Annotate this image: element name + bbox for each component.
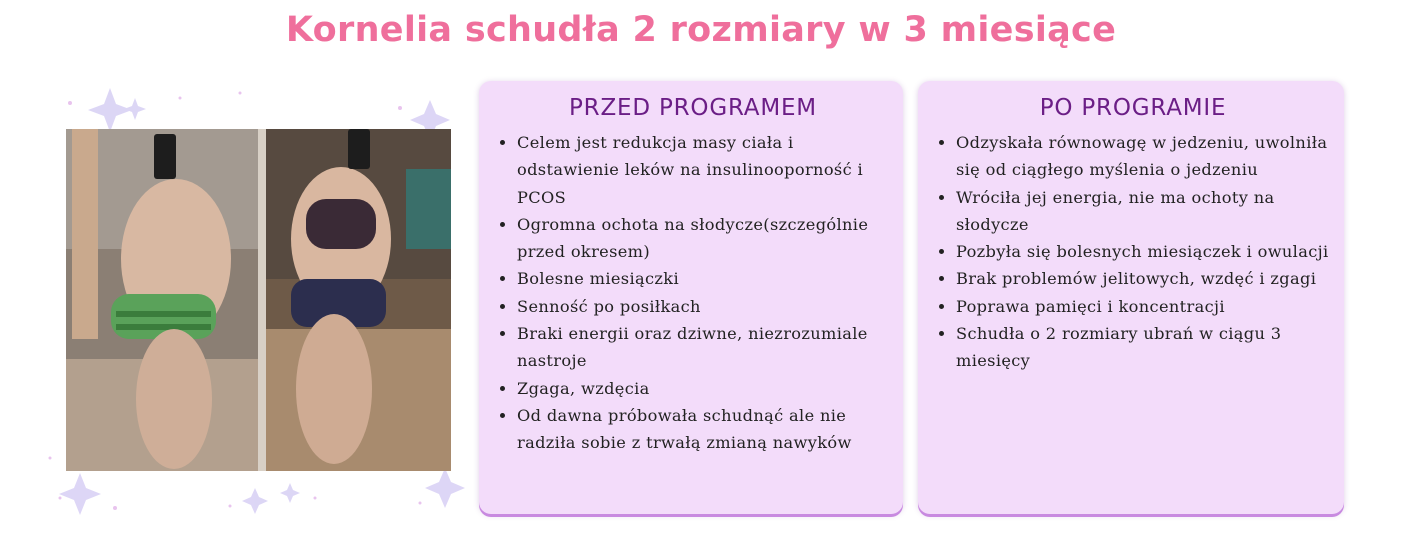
list-item: • Braki energii oraz dziwne, niezrozumiale nastroje xyxy=(517,320,889,375)
list-item: • Od dawna próbowała schudnąć ale nie radziła sobie z trwałą zmianą nawyków xyxy=(517,402,889,457)
list-item: • Senność po posiłkach xyxy=(517,293,889,320)
sparkle-icon xyxy=(88,88,132,132)
sparkle-icon xyxy=(59,473,101,515)
list-item: • Poprawa pamięci i koncentracji xyxy=(956,293,1330,320)
list-item: • Pozbyła się bolesnych miesiączek i owulacji xyxy=(956,238,1330,265)
before-program-heading: PRZED PROGRAMEM xyxy=(569,95,817,121)
sparkle-icon xyxy=(242,488,268,514)
page-title: Kornelia schudła 2 rozmiary w 3 miesiące xyxy=(285,10,1117,50)
before-program-card xyxy=(479,81,903,514)
list-item: • Odzyskała równowagę w jedzeniu, uwolniła się od ciągłego myślenia o jedzeniu xyxy=(956,129,1330,184)
list-item: • Wróciła jej energia, nie ma ochoty na słodycze xyxy=(956,184,1330,239)
after-program-heading: PO PROGRAMIE xyxy=(1039,95,1227,121)
list-item: • Brak problemów jelitowych, wzdęć i zgagi xyxy=(956,265,1330,292)
list-item: • Zgaga, wzdęcia xyxy=(517,375,889,402)
sparkle-icon xyxy=(425,468,465,508)
list-item: • Ogromna ochota na słodycze(szczególnie przed okresem) xyxy=(517,211,889,266)
sparkle-icon xyxy=(124,98,146,120)
after-program-card xyxy=(918,81,1344,514)
before-program-list xyxy=(497,129,889,457)
before-after-photo xyxy=(66,129,451,471)
list-item: • Bolesne miesiączki xyxy=(517,265,889,292)
after-program-list xyxy=(936,129,1330,375)
list-item: • Celem jest redukcja masy ciała i odstawienie leków na insulinooporność i PCOS xyxy=(517,129,889,211)
sparkle-icon xyxy=(280,483,300,503)
list-item: • Schudła o 2 rozmiary ubrań w ciągu 3 miesięcy xyxy=(956,320,1330,375)
